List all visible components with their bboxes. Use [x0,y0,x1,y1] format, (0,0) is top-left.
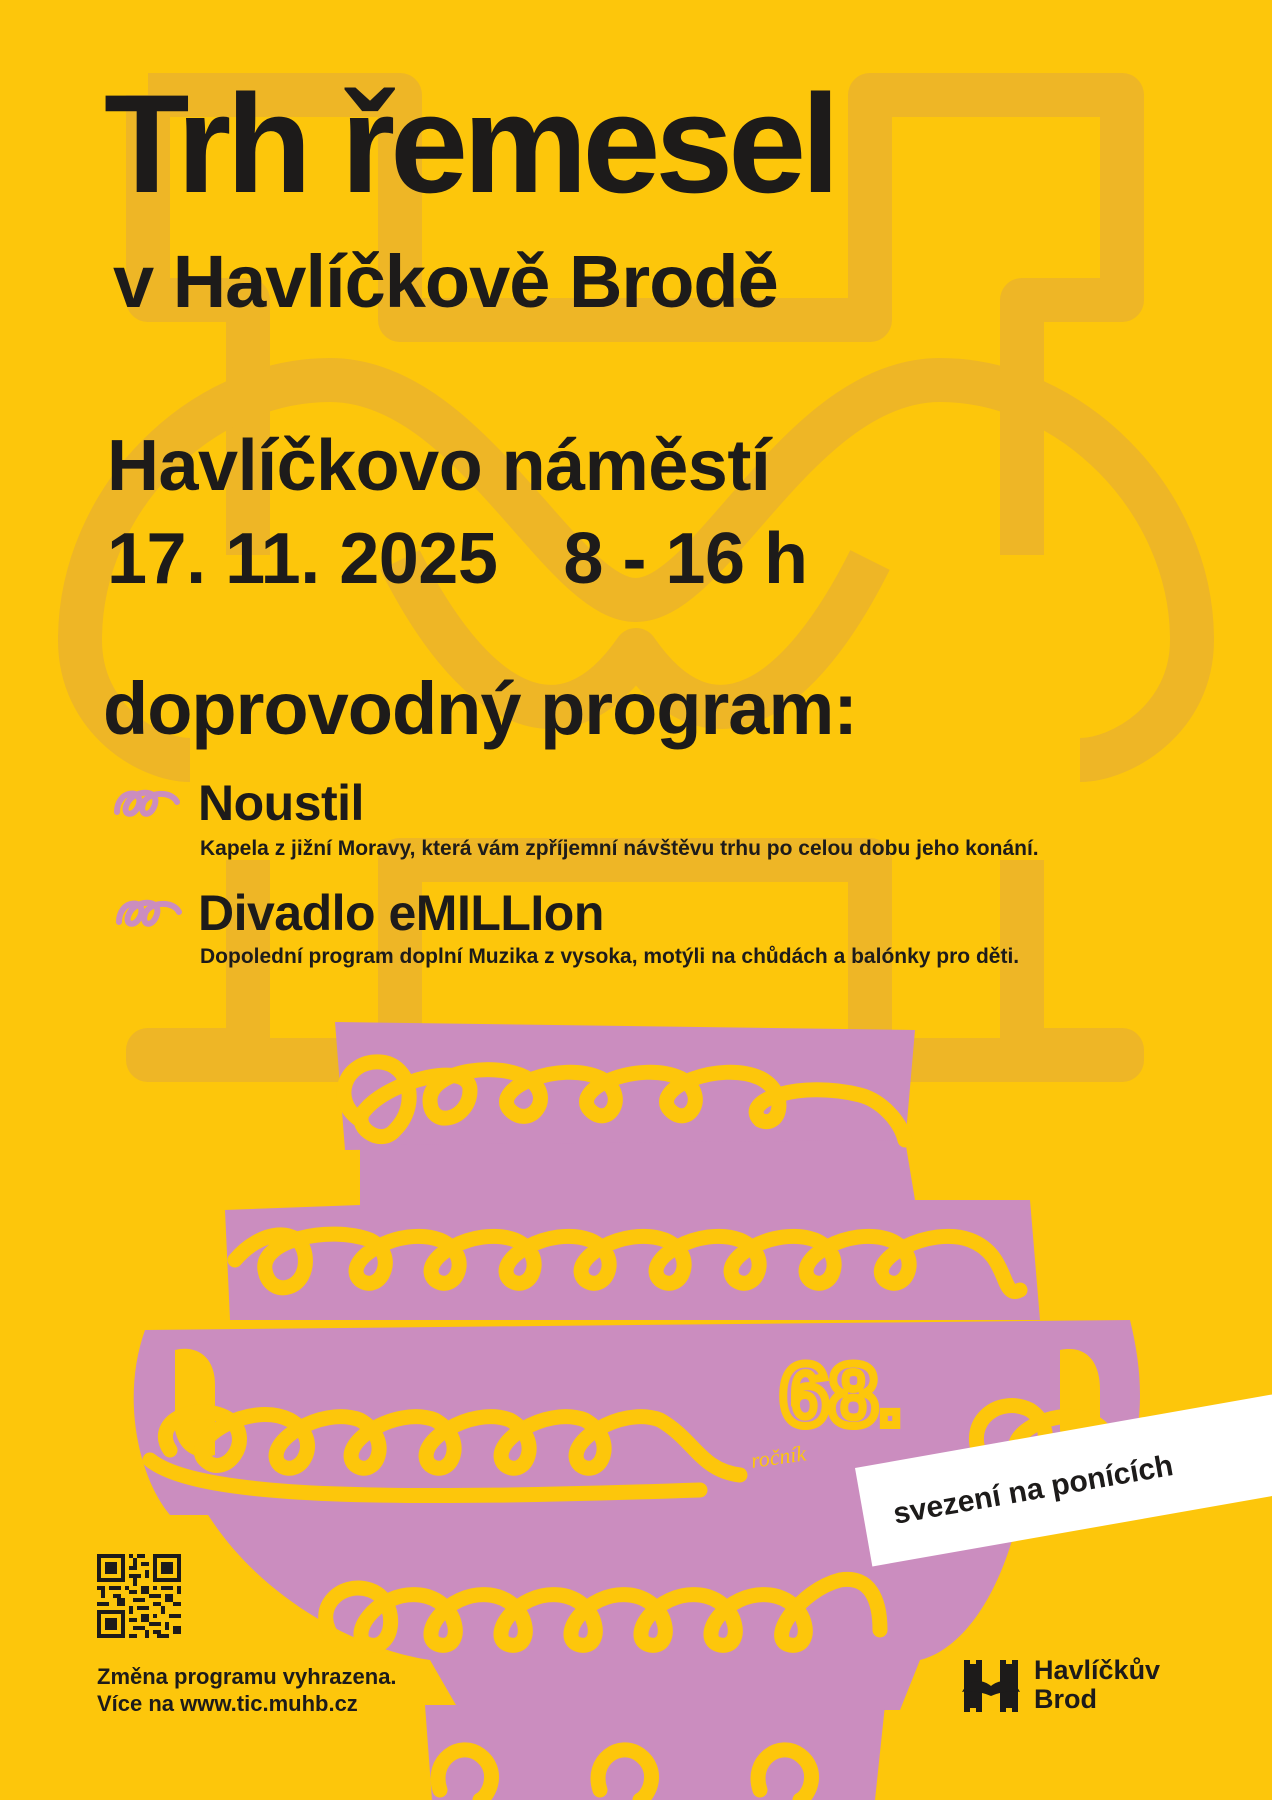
program-heading: doprovodný program: [103,667,857,750]
edition-label: ročník [749,1440,808,1473]
program-item-title: Noustil [198,775,364,831]
footer-note [97,1663,397,1717]
brand-name-line: Brod [1034,1684,1097,1714]
event-time: 8 - 16 h [563,519,808,599]
loop-bullet-icon [113,782,181,824]
event-date: 17. 11. 2025 [107,519,498,599]
brand-name [1034,1656,1160,1714]
program-item-description: Dopolední program doplní Muzika z vysoka, motýli na chůdách a balónky pro děti. [200,945,1020,968]
poster-subtitle: v Havlíčkově Brodě [113,240,778,323]
qr-code-icon[interactable] [97,1554,181,1638]
poster-title: Trh řemesel [104,65,835,222]
program-item-description: Kapela z jižní Moravy, která vám zpříjemní návštěvu trhu po celou dobu jeho konání. [200,837,1039,860]
loop-bullet-icon [115,892,183,934]
havlickuv-brod-logo [962,1655,1202,1725]
footer-line: Více na www.tic.muhb.cz [97,1691,358,1716]
edition-number: 68. [780,1345,903,1444]
brand-name-line: Havlíčkův [1034,1655,1161,1685]
pony-ride-banner-text: svezení na ponících [890,1449,1176,1531]
event-location: Havlíčkovo náměstí [107,426,771,506]
event-datetime [107,519,808,599]
program-item-title: Divadlo eMILLIon [198,885,604,941]
footer-line: Změna programu vyhrazena. [97,1664,397,1689]
havlickuv-brod-logo-icon [962,1658,1020,1714]
